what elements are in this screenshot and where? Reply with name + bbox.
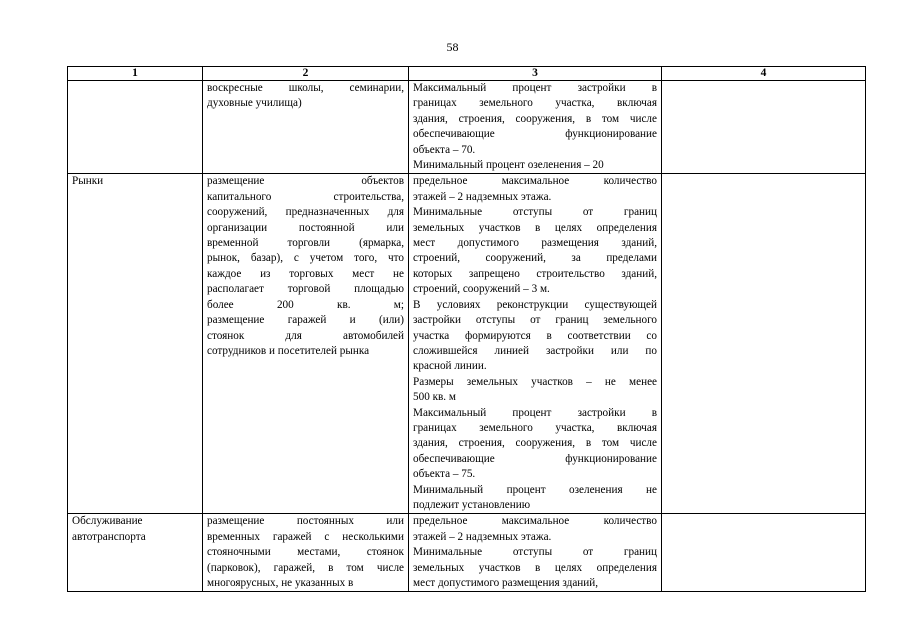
cell-line: размещение объектов	[207, 175, 404, 188]
cell-line: мест допустимого размещения зданий,	[413, 577, 599, 589]
cell-line: Обслуживание	[72, 515, 143, 528]
column-header-2: 2	[203, 67, 409, 81]
cell-line: предельное максимальное количество	[413, 515, 657, 528]
cell-line: более 200 кв. м;	[207, 298, 404, 311]
cell-line: каждое из торговых мест не	[207, 267, 404, 280]
cell-line: автотранспорта	[72, 530, 146, 543]
cell-line: временной торговли (ярмарка,	[207, 237, 404, 250]
cell-line: подлежит установлению	[413, 498, 531, 511]
cell-line: земельных участков в целях определения	[413, 221, 657, 234]
cell-line: сложившейся линией застройки или по	[413, 344, 657, 357]
cell-line: стояночными местами, стоянок	[207, 546, 404, 559]
cell-line: Минимальные отступы от границ	[413, 206, 657, 219]
cell-line: Минимальный процент озеленения – 20	[413, 159, 604, 172]
cell-line: здания, строения, сооружения, в том числе	[413, 437, 657, 450]
column-header-4: 4	[662, 67, 866, 81]
cell-line: границах земельного участка, включая	[413, 421, 657, 434]
cell-line: временных гаражей с несколькими	[207, 530, 404, 543]
cell-line: объекта – 75.	[413, 468, 476, 481]
cell-line: Рынки	[72, 175, 104, 188]
table-row	[68, 174, 866, 514]
cell-line: которых запрещено строительство зданий,	[413, 267, 657, 280]
cell-line: здания, строения, сооружения, в том числе	[413, 112, 657, 125]
cell-line: этажей – 2 надземных этажа.	[413, 530, 552, 543]
column-header-1: 1	[68, 67, 203, 81]
cell-line: сооружений, предназначенных для	[207, 206, 404, 219]
table-cell-1	[68, 81, 203, 174]
cell-line: Максимальный процент застройки в	[413, 82, 657, 94]
table-header-row	[68, 67, 866, 81]
cell-line: участка формируются в соответствии со	[413, 329, 657, 342]
table-cell-1	[68, 514, 203, 592]
cell-line: мест допустимого размещения зданий,	[413, 237, 657, 250]
table-body	[68, 81, 866, 592]
cell-line: застройки отступы от границ земельного	[413, 314, 657, 327]
cell-line: В условиях реконструкции существующей	[413, 298, 657, 311]
cell-line: воскресные школы, семинарии,	[207, 82, 404, 94]
cell-line: (парковок), гаражей, в том числе	[207, 561, 404, 574]
cell-line: Размеры земельных участков – не менее	[413, 375, 657, 388]
cell-line: объекта – 70.	[413, 143, 476, 156]
cell-line: красной линии.	[413, 360, 487, 373]
cell-line: многоярусных, не указанных в	[207, 577, 354, 589]
cell-line: размещение постоянных или	[207, 515, 404, 528]
table-row	[68, 81, 866, 174]
cell-line: земельных участков в целях определения	[413, 561, 657, 574]
cell-line: стоянок для автомобилей	[207, 329, 404, 342]
cell-line: капитального строительства,	[207, 190, 404, 203]
cell-line: обеспечивающие функционирование	[413, 452, 657, 465]
table-cell-3	[409, 81, 662, 174]
cell-line: духовные училища)	[207, 97, 302, 110]
table-cell-4	[662, 514, 866, 592]
table-cell-2	[203, 81, 409, 174]
regulations-table	[67, 66, 866, 592]
cell-line: границах земельного участка, включая	[413, 97, 657, 110]
cell-line: этажей – 2 надземных этажа.	[413, 190, 552, 203]
table-cell-2	[203, 514, 409, 592]
cell-line: сотрудников и посетителей рынка	[207, 344, 370, 357]
cell-line: рынок, базар), с учетом того, что	[207, 252, 404, 265]
cell-line: предельное максимальное количество	[413, 175, 657, 188]
table-cell-1	[68, 174, 203, 514]
cell-line: Минимальный процент озеленения не	[413, 483, 657, 496]
page-number: 58	[446, 40, 459, 54]
table-cell-3	[409, 514, 662, 592]
table-cell-3	[409, 174, 662, 514]
cell-line: строений, сооружений, за пределами	[413, 252, 657, 265]
cell-line: организации постоянной или	[207, 221, 404, 234]
cell-line: Минимальные отступы от границ	[413, 546, 657, 559]
cell-line: размещение гаражей и (или)	[207, 314, 404, 327]
cell-line: Максимальный процент застройки в	[413, 406, 657, 419]
table-row	[68, 514, 866, 592]
table-cell-4	[662, 81, 866, 174]
cell-line: строений, сооружений – 3 м.	[413, 283, 550, 296]
table-cell-4	[662, 174, 866, 514]
table-cell-2	[203, 174, 409, 514]
cell-line: обеспечивающие функционирование	[413, 128, 657, 141]
cell-line: располагает торговой площадью	[207, 283, 404, 296]
column-header-3: 3	[409, 67, 662, 81]
cell-line: 500 кв. м	[413, 391, 456, 404]
